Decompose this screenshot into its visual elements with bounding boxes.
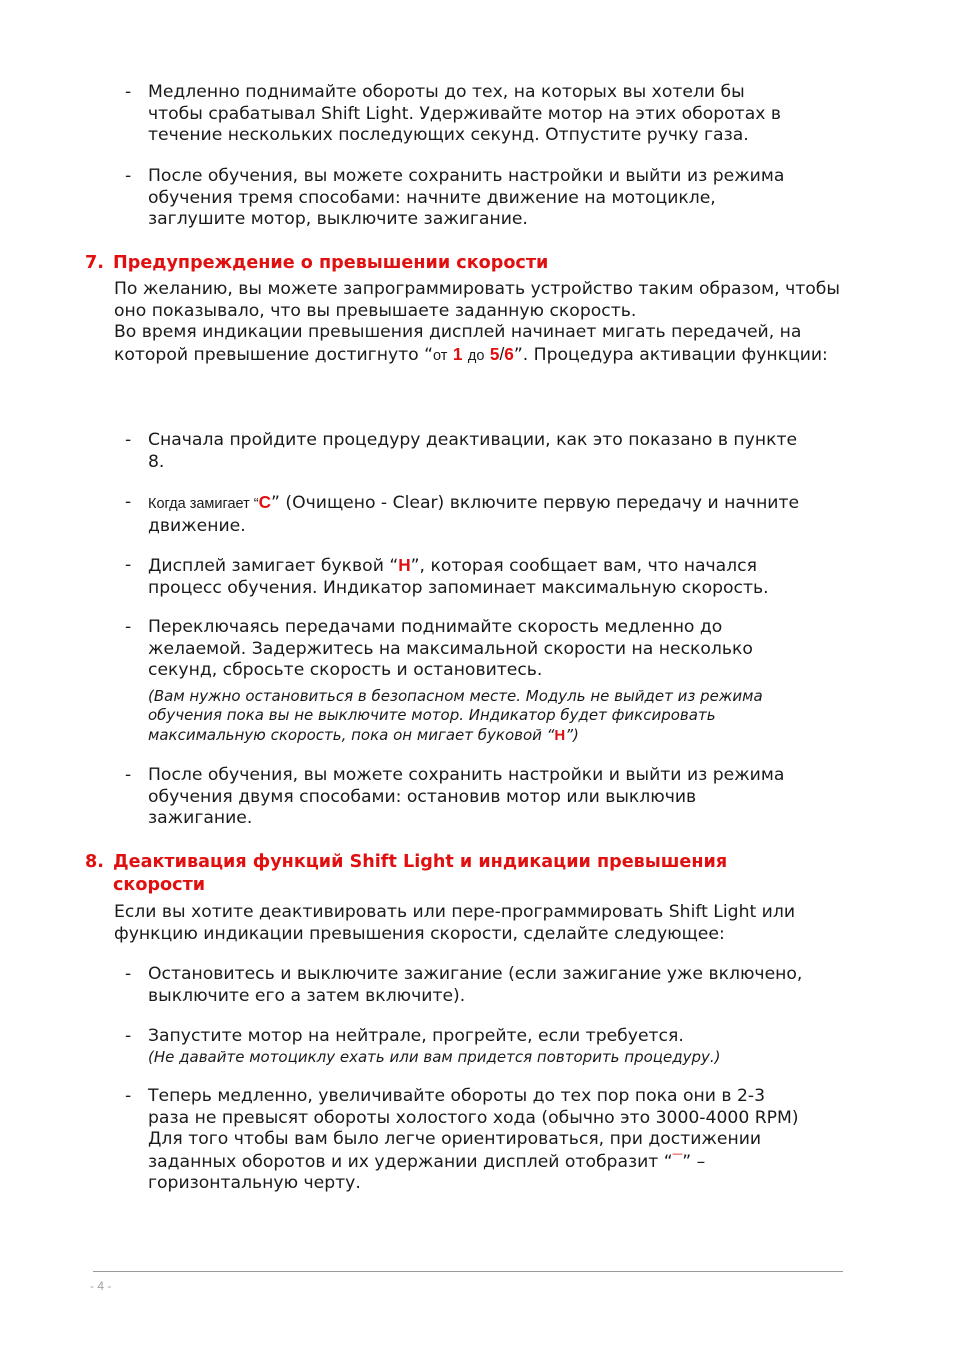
bullet-dash: - bbox=[125, 1026, 132, 1046]
section-7-heading bbox=[85, 252, 815, 275]
list-item-text: Когда замигает “C” (Очищено - Clear) включите первую передачу и начните движение. bbox=[148, 492, 800, 536]
list-item bbox=[125, 555, 805, 599]
list-item-text: Дисплей замигает буквой “H”, которая сообщает вам, что начался процесс обучения. Индикатор запоминает максимальную скорость. bbox=[148, 555, 769, 598]
list-item bbox=[125, 1086, 805, 1195]
inline-text: от bbox=[433, 347, 448, 364]
bullet-dash: - bbox=[125, 765, 132, 785]
section-number: 8. bbox=[85, 852, 104, 872]
list-item bbox=[125, 617, 805, 745]
inline-text: до bbox=[467, 347, 485, 364]
bullet-dash: - bbox=[125, 555, 132, 575]
display-letter: H bbox=[554, 726, 566, 744]
bullet-dash: - bbox=[125, 964, 132, 984]
section-title: Предупреждение о превышении скорости bbox=[113, 253, 549, 273]
gear-number: 5 bbox=[489, 343, 500, 364]
section-number: 7. bbox=[85, 253, 104, 273]
display-letter: H bbox=[398, 555, 411, 575]
list-item-text: После обучения, вы можете сохранить настройки и выйти из режима обучения двумя способами: остановив мотор или выключив зажигание. bbox=[148, 765, 785, 828]
list-item-text: Теперь медленно, увеличивайте обороты до тех пор пока они в 2-3 раза не превысят обороты холостого хода (обычно это 3000-4000 RPM) Для того чтобы вам было легче ориентироваться, при достижении заданных оборотов и их удержании дисплей отобразит “¯” – горизонтальную черту. bbox=[148, 1086, 805, 1195]
section-8-heading bbox=[85, 851, 815, 897]
display-letter: C bbox=[258, 492, 272, 512]
bullet-dash: - bbox=[125, 1086, 132, 1106]
bullet-dash: - bbox=[125, 617, 132, 637]
paragraph: Во время индикации превышения дисплей начинает мигать передачей, на которой превышение достигнуто “от 1 до 5/6”. Процедура активации функции: bbox=[114, 322, 828, 365]
bullet-dash: - bbox=[125, 166, 132, 186]
list-item bbox=[125, 492, 805, 537]
section-7-intro bbox=[114, 279, 849, 367]
list-item-text: Запустите мотор на нейтрале, прогрейте, если требуется. (Не давайте мотоциклу ехать или вам придется повторить процедуру.) bbox=[148, 1026, 805, 1067]
gear-number: 1 bbox=[452, 343, 463, 364]
list-item bbox=[125, 765, 805, 830]
paragraph: Для того чтобы вам было легче ориентироваться, при достижении заданных оборотов и их удержании дисплей отобразит “¯” – горизонтальную черту. bbox=[148, 1129, 762, 1193]
section-title: Деактивация функций Shift Light и индикации превышения скорости bbox=[113, 852, 728, 895]
bullet-dash: - bbox=[125, 82, 132, 102]
page-number: - 4 - bbox=[90, 1279, 112, 1293]
list-item bbox=[125, 82, 805, 147]
list-item bbox=[125, 166, 805, 231]
list-item bbox=[125, 1026, 805, 1067]
paragraph: По желанию, вы можете запрограммировать устройство таким образом, чтобы оно показывало, что вы превышаете заданную скорость. bbox=[114, 279, 840, 321]
gear-number: 6 bbox=[504, 343, 514, 364]
list-item-text: Остановитесь и выключите зажигание (если зажигание уже включено, выключите его а затем включите). bbox=[148, 964, 803, 1006]
list-item-text: После обучения, вы можете сохранить настройки и выйти из режима обучения тремя способами: начните движение на мотоцикле, заглушите мотор, выключите зажигание. bbox=[148, 166, 785, 229]
bullet-dash: - bbox=[125, 492, 132, 512]
bullet-dash: - bbox=[125, 430, 132, 450]
display-symbol: ¯ bbox=[672, 1150, 683, 1171]
list-item bbox=[125, 964, 805, 1007]
footer-rule bbox=[93, 1271, 843, 1272]
list-item-text: Переключаясь передачами поднимайте скорость медленно до желаемой. Задержитесь на максимальной скорости на несколько секунд, сбросьте скорость и остановитесь. (Вам нужно остановиться в безопасном месте. Модуль не выйдет из режима обучения пока вы не выключите мотор. Индикатор будет фиксировать максимальную скорость, пока он мигает буковой “H”) bbox=[148, 617, 805, 745]
italic-note: (Вам нужно остановиться в безопасном месте. Модуль не выйдет из режима обучения пока вы не выключите мотор. Индикатор будет фиксировать максимальную скорость, пока он мигает буковой “H”) bbox=[148, 686, 763, 744]
section-8-intro: Если вы хотите деактивировать или пере-программировать Shift Light или функцию индикации превышения скорости, сделайте следующее: bbox=[114, 902, 795, 944]
list-item bbox=[125, 430, 805, 473]
italic-note: (Не давайте мотоциклу ехать или вам придется повторить процедуру.) bbox=[148, 1047, 721, 1066]
list-item-text: Медленно поднимайте обороты до тех, на которых вы хотели бы чтобы срабатывал Shift Light. Удерживайте мотор на этих оборотах в течение нескольких последующих секунд. Отпустите ручку газа. bbox=[148, 82, 781, 145]
list-item-text: Сначала пройдите процедуру деактивации, как это показано в пункте 8. bbox=[148, 430, 798, 472]
